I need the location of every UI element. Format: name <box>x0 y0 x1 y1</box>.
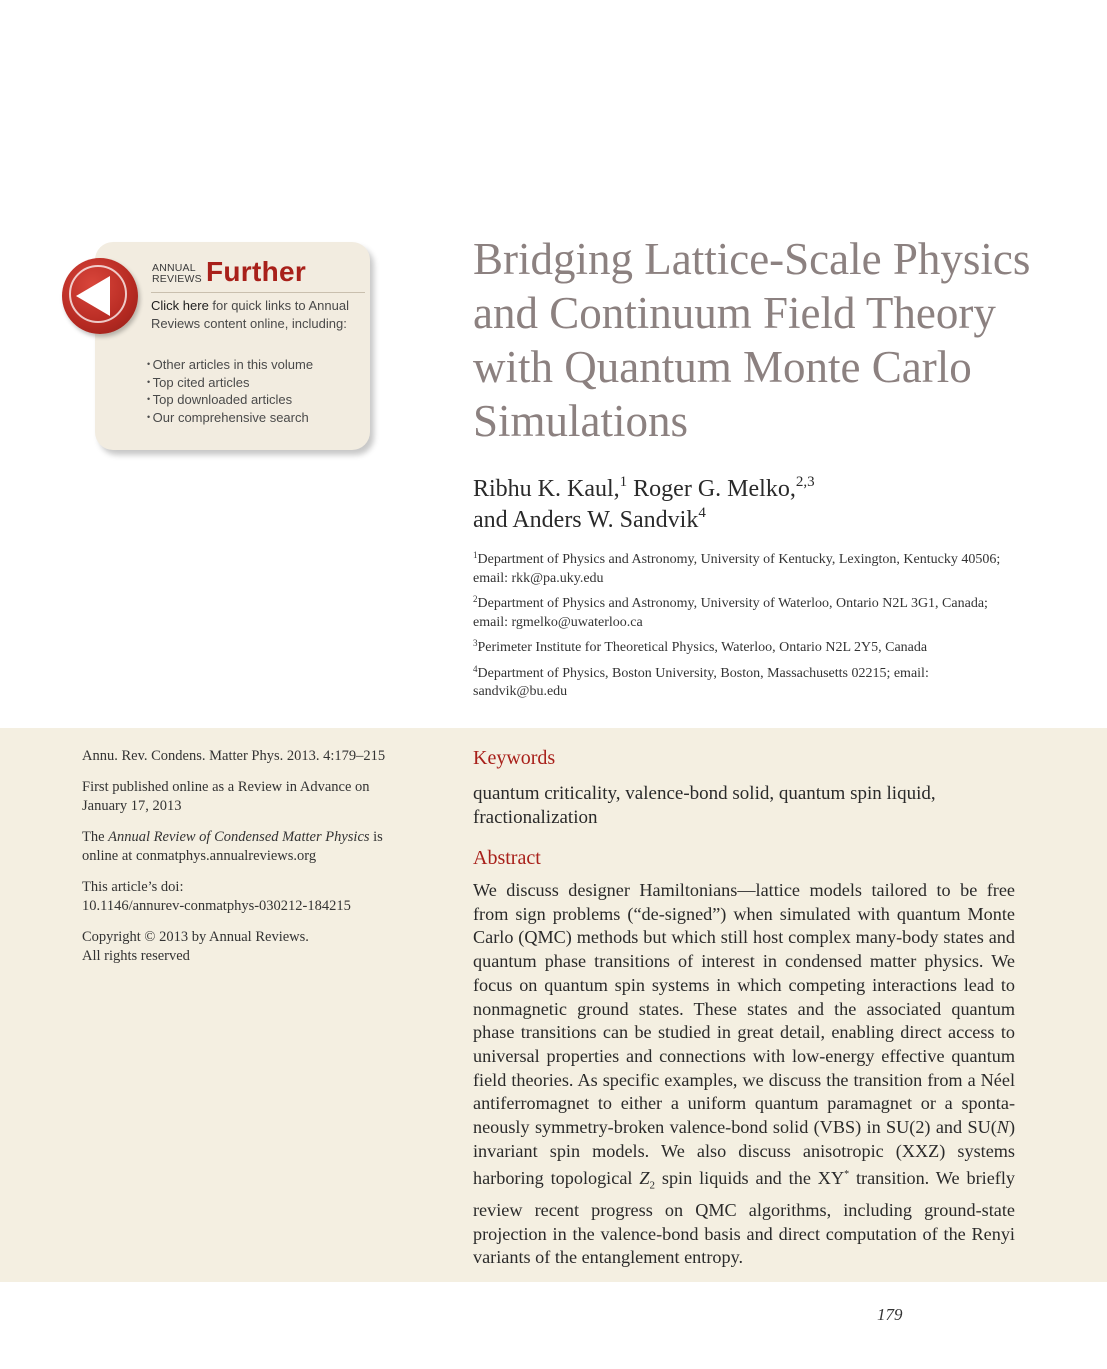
doi-link[interactable]: 10.1146/annurev-conmatphys-030212-184215 <box>82 898 351 914</box>
author-name: and Anders W. Sandvik <box>473 507 699 533</box>
doi-block: This article’s doi: 10.1146/annurev-conmatphys-030212-184215 <box>82 878 351 914</box>
author-affiliation-mark: 2,3 <box>795 474 815 490</box>
page-number: 179 <box>877 1305 903 1324</box>
copyright: Copyright © 2013 by Annual Reviews. All rights reserved <box>82 928 309 964</box>
further-link-other-articles[interactable]: • Other articles in this volume <box>147 356 313 374</box>
affiliation: $^1$Department of Physics and Astronomy, University of Kentucky, Lexington, Kentucky 40506; email: rkk@pa.uky.edu <box>473 550 1001 586</box>
journal-title: Annual Review of Condensed Matter Physics <box>108 828 370 845</box>
further-link-top-cited[interactable]: • Top cited articles <box>147 374 313 392</box>
further-description-text: for quick links to Annual Reviews content online, including: <box>151 298 349 331</box>
author-list <box>473 474 1033 536</box>
further-title: Further <box>206 256 307 287</box>
affiliations <box>473 551 1018 709</box>
divider <box>151 292 365 293</box>
author-affiliation-mark: 1 <box>619 474 628 490</box>
further-links-list <box>147 356 313 426</box>
click-here-link[interactable]: Click here <box>151 298 209 313</box>
annual-reviews-logo-text: ANNUAL REVIEWS <box>152 262 202 285</box>
article-metadata <box>82 747 400 978</box>
abstract-text: We discuss designer Hamiltonians—lattice models tailored to be free from sign problems (“de-signed”) when simulated with quantum Monte Carlo (QMC) methods but which still host complex many-body states and quantum phase transitions of interest in condensed matter physics. We focus on quantum spin systems in which competing interactions lead to nonmagnetic ground states. These states and the associated quantum phase transitions can be studied in great detail, enabling direct access to universal properties and connections with low-energy effective quantum field theories. As specific examples, we discuss the transition from a Néel antiferromagnet to either a uniform quantum paramagnet or a spontaneously symmetry-broken valence-bond solid (VBS) in SU(2) and SU(N) invariant spin models. We also discuss anisotropic (XXZ) systems harboring topological $Z_2$ spin liquids and the XY* transition. We briefly review recent progress on QMC algorithms, including ground-state projection in the valence-bond basis and direct computation of the Renyi variants of the entanglement entropy. <box>473 880 1015 1268</box>
author-name: Ribhu K. Kaul, <box>473 476 620 502</box>
first-published: First published online as a Review in Advance on January 17, 2013 <box>82 778 370 814</box>
online-at: The Annual Review of Condensed Matter Physics is online at conmatphys.annualreviews.org <box>82 828 383 864</box>
affiliation: $^4$Department of Physics, Boston University, Boston, Massachusetts 02215; email: sandvik@bu.edu <box>473 663 929 699</box>
keywords-text: quantum criticality, valence-bond solid, quantum spin liquid, fractionalization <box>473 783 936 828</box>
abstract-heading: Abstract <box>473 847 541 869</box>
further-link-top-downloaded[interactable]: • Top downloaded articles <box>147 391 313 409</box>
citation: Annu. Rev. Condens. Matter Phys. 2013. 4:179–215 <box>82 748 386 764</box>
keywords-heading: Keywords <box>473 747 556 769</box>
affiliation: $^2$Department of Physics and Astronomy, University of Waterloo, Ontario N2L 3G1, Canada; email: rgmelko@uwaterloo.ca <box>473 594 988 630</box>
article-title: Bridging Lattice-Scale Physics and Continuum Field Theory with Quantum Monte Carlo Simulations <box>473 234 1031 446</box>
further-link-search[interactable]: • Our comprehensive search <box>147 409 313 427</box>
author-affiliation-mark: 4 <box>698 505 706 521</box>
author-name: Roger G. Melko, <box>633 476 796 502</box>
back-arrow-icon[interactable] <box>62 258 138 334</box>
further-description <box>151 297 356 332</box>
affiliation: $^3$Perimeter Institute for Theoretical Physics, Waterloo, Ontario N2L 2Y5, Canada <box>473 638 928 655</box>
further-box[interactable] <box>95 242 370 450</box>
arrow-triangle <box>76 276 110 316</box>
